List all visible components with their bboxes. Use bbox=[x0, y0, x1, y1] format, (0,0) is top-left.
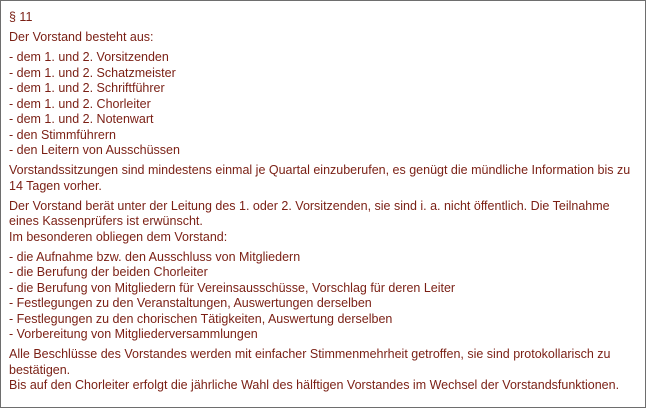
list-item: - die Aufnahme bzw. den Ausschluss von Mitgliedern bbox=[9, 250, 641, 266]
list-item: - den Stimmführern bbox=[9, 128, 641, 144]
election-paragraph: Bis auf den Chorleiter erfolgt die jährliche Wahl des hälftigen Vorstandes im Wechsel der Vorstandsfunktionen. bbox=[9, 378, 620, 392]
deliberation-paragraph: Der Vorstand berät unter der Leitung des 1. oder 2. Vorsitzenden, sie sind i. a. nicht öffentlich. Die Teilnahme eines Kassenprüfers ist erwünscht. bbox=[9, 198, 610, 228]
board-duties-list bbox=[9, 250, 641, 343]
duties-intro: Im besonderen obliegen dem Vorstand: bbox=[9, 229, 228, 244]
decisions-paragraph: Alle Beschlüsse des Vorstandes werden mit einfacher Stimmenmehrheit getroffen, sie sind protokollarisch zu bestätigen. bbox=[9, 347, 611, 377]
list-item: - den Leitern von Ausschüssen bbox=[9, 143, 641, 159]
list-item: - Festlegungen zu den Veranstaltungen, Auswertungen derselben bbox=[9, 296, 641, 312]
list-item: - dem 1. und 2. Vorsitzenden bbox=[9, 50, 641, 66]
list-item: - die Berufung der beiden Chorleiter bbox=[9, 265, 641, 281]
list-item: - die Berufung von Mitgliedern für Vereinsausschüsse, Vorschlag für deren Leiter bbox=[9, 281, 641, 297]
board-intro: Der Vorstand besteht aus: bbox=[9, 30, 154, 44]
list-item: - dem 1. und 2. Schriftführer bbox=[9, 81, 641, 97]
list-item: - dem 1. und 2. Chorleiter bbox=[9, 97, 641, 113]
list-item: - Festlegungen zu den chorischen Tätigkeiten, Auswertung derselben bbox=[9, 312, 641, 328]
board-members-list bbox=[9, 50, 641, 159]
meetings-paragraph: Vorstandssitzungen sind mindestens einmal je Quartal einzuberufen, es genügt die mündliche Information bis zu 14 Tagen vorher. bbox=[9, 163, 631, 193]
list-item: - Vorbereitung von Mitgliederversammlungen bbox=[9, 327, 641, 343]
list-item: - dem 1. und 2. Notenwart bbox=[9, 112, 641, 128]
section-heading: § 11 bbox=[9, 10, 33, 24]
list-item: - dem 1. und 2. Schatzmeister bbox=[9, 66, 641, 82]
document-body bbox=[9, 10, 641, 394]
